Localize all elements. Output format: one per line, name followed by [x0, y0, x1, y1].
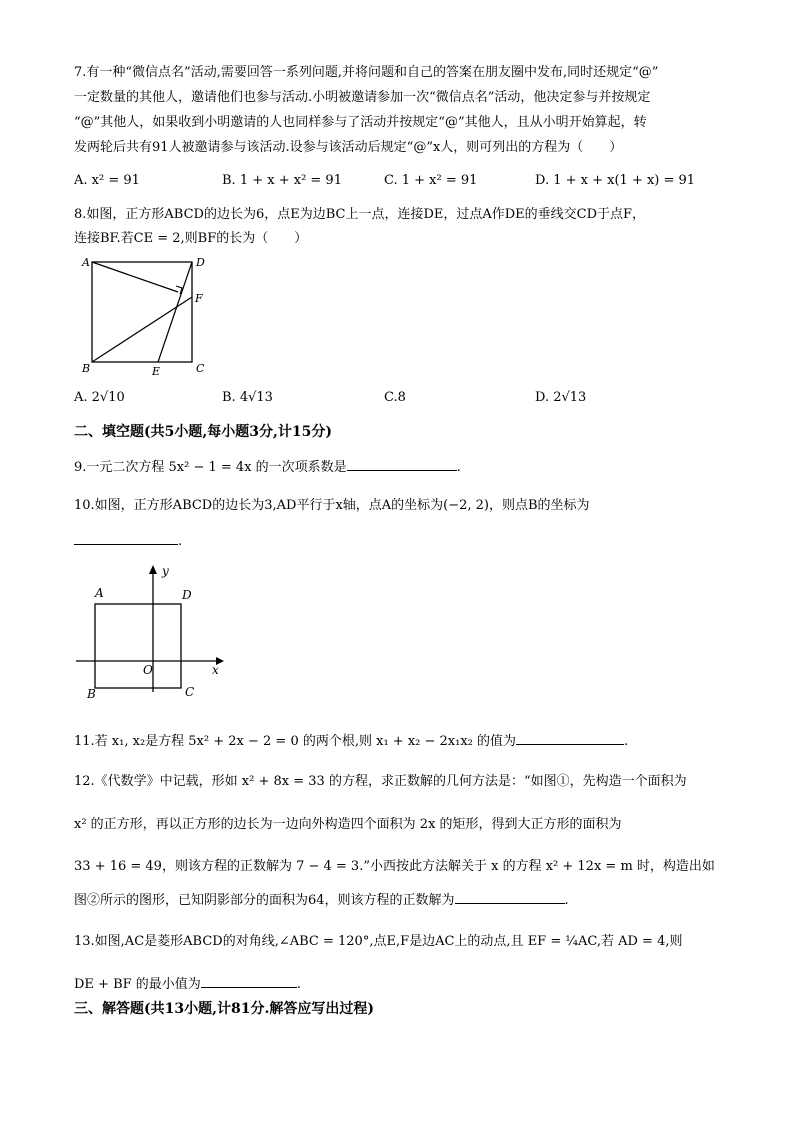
label-a: A [95, 586, 104, 600]
y-axis-arrow [149, 565, 157, 574]
q10-end: . [178, 534, 183, 549]
q8-square-figure [78, 252, 208, 378]
q10-line-2 [74, 530, 182, 551]
label-y: y [162, 564, 169, 578]
q11-text: 11.若 x₁, x₂是方程 5x² + 2x − 2 = 0 的两个根,则 x₁ + x₂ − 2x₁x₂ 的值为 [74, 734, 517, 749]
segment-bf [92, 297, 192, 362]
label-c: C [196, 362, 205, 375]
q12-line-3: 33 + 16 = 49，则该方程的正数解为 7 − 4 = 3.”小西按此方法解关于 x 的方程 x² + 12x = m 时，构造出如 [74, 859, 715, 874]
q13-line-1: 13.如图,AC是菱形ABCD的对角线,∠ABC = 120°,点E,F是边AC上的动点,且 EF = ¼AC,若 AD = 4,则 [74, 934, 683, 949]
q8-option-d: D. 2√13 [535, 390, 587, 405]
q10-coordinate-figure [72, 560, 232, 704]
q7-line-3: “@”其他人，如果收到小明邀请的人也同样参与了活动并按规定“@”其他人，且从小明开始算起，转 [74, 115, 647, 130]
q10-answer-blank[interactable] [74, 530, 178, 545]
q13-end: . [296, 977, 301, 992]
q13-text-end: DE + BF 的最小值为 [74, 977, 201, 992]
q7-option-b: B. 1 + x + x² = 91 [222, 173, 342, 188]
label-f: F [195, 292, 203, 305]
q11-end: . [624, 734, 629, 749]
label-c: C [185, 685, 195, 699]
q12-end: . [564, 893, 569, 908]
q9-end: . [456, 460, 461, 475]
q9-text: 9.一元二次方程 5x² − 1 = 4x 的一次项系数是 [74, 460, 347, 475]
q8-option-b: B. 4√13 [222, 390, 273, 405]
q9-answer-blank[interactable] [347, 456, 457, 471]
segment-de [158, 262, 192, 362]
label-d: D [182, 588, 192, 602]
q7-option-a: A. x² = 91 [74, 173, 140, 188]
q7-line-2: 一定数量的其他人，邀请他们也参与活动.小明被邀请参加一次“微信点名”活动，他决定参与并按规定 [74, 90, 651, 105]
section-2-title: 二、填空题(共5小题,每小题3分,计15分) [74, 424, 332, 440]
q7-line-1: 7.有一种“微信点名”活动,需要回答一系列问题,并将问题和自己的答案在朋友圈中发布,同时还规定“@” [74, 65, 659, 80]
label-e: E [152, 365, 161, 378]
q12-line-1: 12.《代数学》中记载，形如 x² + 8x = 33 的方程，求正数解的几何方法是：“如图①，先构造一个面积为 [74, 774, 687, 789]
q12-answer-blank[interactable] [455, 889, 565, 904]
q7-line-4: 发两轮后共有91人被邀请参与该活动.设参与该活动后规定“@”x人，则可列出的方程为（ ） [74, 140, 623, 155]
q11-line [74, 730, 628, 751]
segment-af [92, 262, 178, 292]
square-abcd [95, 604, 181, 688]
label-b: B [82, 362, 91, 375]
q12-line-2: x² 的正方形，再以正方形的边长为一边向外构造四个面积为 2x 的矩形，得到大正方形的面积为 [74, 817, 622, 832]
q13-answer-blank[interactable] [201, 973, 297, 988]
label-b: B [87, 687, 96, 701]
q8-line-1: 8.如图，正方形ABCD的边长为6，点E为边BC上一点，连接DE，过点A作DE的垂线交CD于点F， [74, 207, 646, 222]
q7-option-d: D. 1 + x + x(1 + x) = 91 [535, 173, 696, 188]
q12-text-end: 图②所示的图形，已知阴影部分的面积为64，则该方程的正数解为 [74, 893, 455, 908]
q12-line-4 [74, 889, 569, 910]
label-a: A [82, 256, 90, 269]
label-d: D [196, 256, 205, 269]
q9-line [74, 456, 461, 477]
q7-option-c: C. 1 + x² = 91 [384, 173, 478, 188]
q11-answer-blank[interactable] [516, 730, 624, 745]
label-o: O [143, 663, 153, 677]
q8-line-2: 连接BF.若CE = 2,则BF的长为（ ） [74, 231, 308, 246]
section-3-title: 三、解答题(共13小题,计81分.解答应写出过程) [74, 1001, 374, 1017]
q8-option-a: A. 2√10 [74, 390, 125, 405]
q10-line-1: 10.如图，正方形ABCD的边长为3,AD平行于x轴，点A的坐标为(−2, 2)，则点B的坐标为 [74, 498, 590, 513]
label-x: x [212, 663, 219, 677]
q8-option-c: C.8 [384, 390, 406, 405]
q13-line-2 [74, 973, 301, 994]
square-abcd [92, 262, 192, 362]
